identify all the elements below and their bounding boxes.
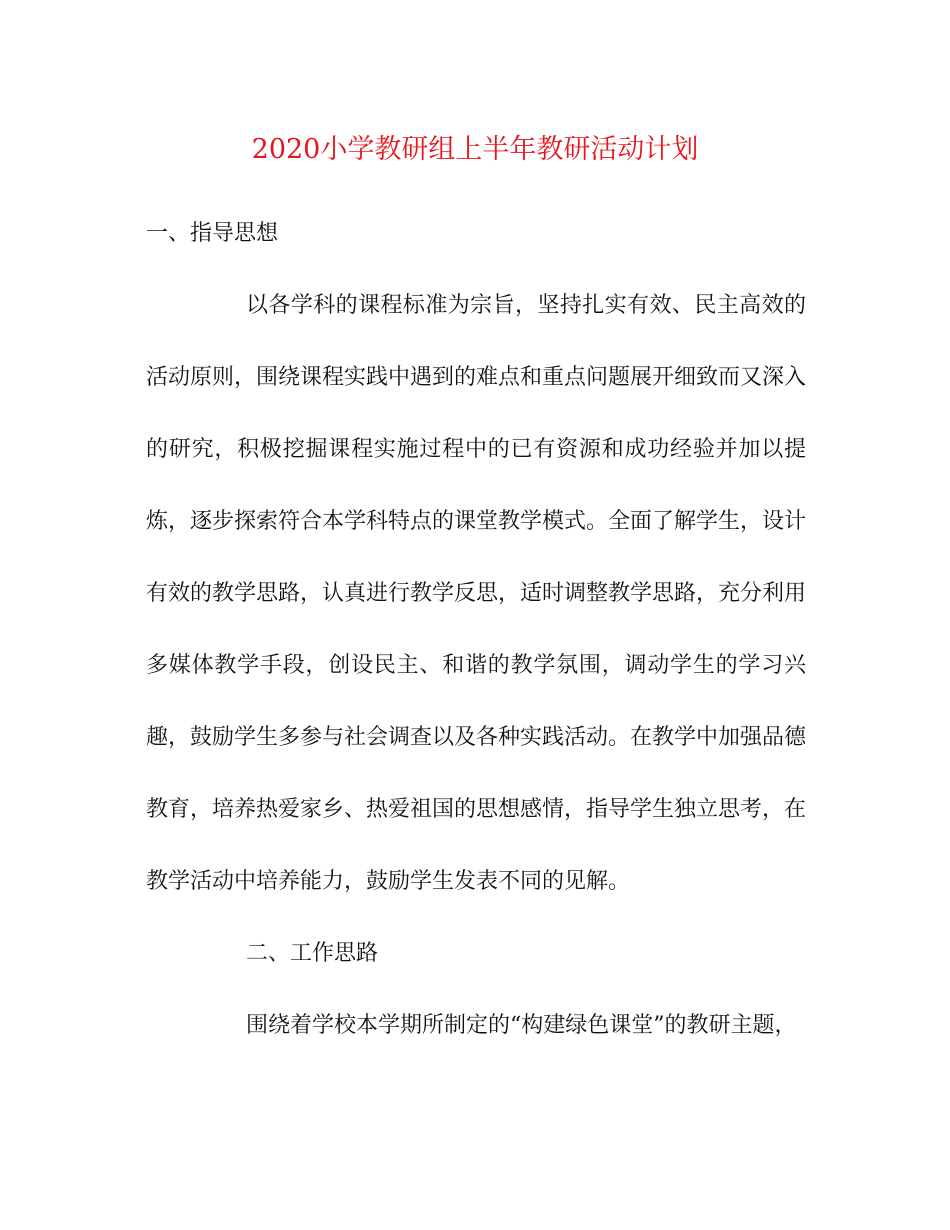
section-heading-work-approach: 二、工作思路: [246, 941, 379, 966]
paragraph-line: 多媒体教学手段，创设民主、和谐的教学氛围，调动学生的学习兴: [146, 653, 806, 678]
paragraph-line: 的研究，积极挖掘课程实施过程中的已有资源和成功经验并加以提: [146, 437, 806, 462]
paragraph-line: 趣，鼓励学生多参与社会调查以及各种实践活动。在教学中加强品德: [146, 725, 806, 750]
paragraph-line: 以各学科的课程标准为宗旨，坚持扎实有效、民主高效的: [246, 293, 806, 318]
paragraph-line: 炼，逐步探索符合本学科特点的课堂教学模式。全面了解学生，设计: [146, 509, 806, 534]
paragraph-line: 围绕着学校本学期所制定的“构建绿色课堂”的教研主题，: [246, 1013, 797, 1038]
paragraph-line: 教学活动中培养能力，鼓励学生发表不同的见解。: [146, 869, 631, 894]
paragraph-line: 教育，培养热爱家乡、热爱祖国的思想感情，指导学生独立思考，在: [146, 797, 806, 822]
section-heading-guiding-thought: 一、指导思想: [146, 221, 279, 246]
paragraph-line: 有效的教学思路，认真进行教学反思，适时调整教学思路，充分利用: [146, 581, 806, 606]
document-title: 2020小学教研组上半年教研活动计划: [251, 134, 699, 165]
paragraph-line: 活动原则，围绕课程实践中遇到的难点和重点问题展开细致而又深入: [146, 365, 806, 390]
